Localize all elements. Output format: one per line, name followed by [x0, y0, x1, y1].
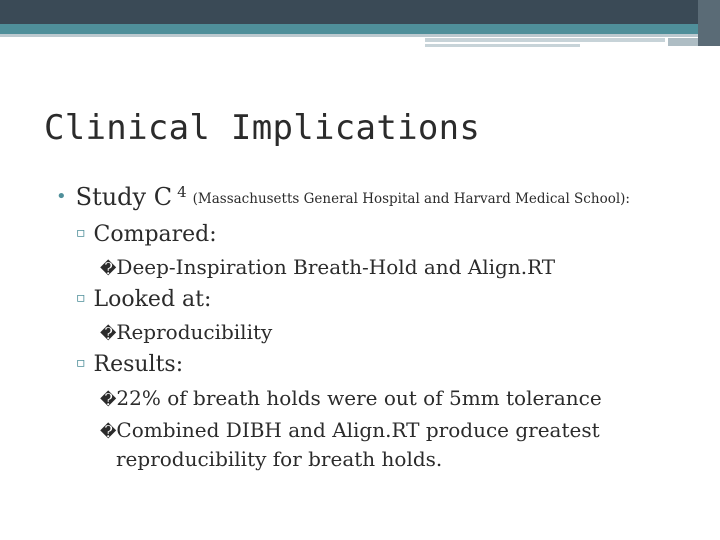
list-item: �Reproducibility: [100, 320, 273, 344]
slide-title: Clinical Implications: [44, 108, 481, 148]
section-heading-compared: ▫ Compared:: [76, 222, 217, 247]
study-superscript: 4: [177, 183, 187, 201]
missing-glyph-icon: �: [100, 390, 117, 409]
section-heading-results: ▫ Results:: [76, 352, 184, 377]
list-item-continuation: reproducibility for breath holds.: [116, 447, 443, 471]
missing-glyph-icon: �: [100, 422, 117, 441]
study-bullet: [56, 183, 630, 211]
square-bullet-icon: ▫: [76, 290, 86, 306]
list-item: �22% of breath holds were out of 5mm tolerance: [100, 386, 602, 410]
list-item: �Deep-Inspiration Breath-Hold and Align.RT: [100, 255, 556, 279]
bullet-icon: •: [56, 186, 67, 207]
missing-glyph-icon: �: [100, 324, 117, 343]
study-institution: (Massachusetts General Hospital and Harvard Medical School):: [192, 191, 630, 207]
section-heading-looked-at: ▫ Looked at:: [76, 287, 212, 312]
square-bullet-icon: ▫: [76, 355, 86, 371]
square-bullet-icon: ▫: [76, 225, 86, 241]
study-label: Study C: [75, 183, 173, 211]
missing-glyph-icon: �: [100, 259, 117, 278]
list-item: �Combined DIBH and Align.RT produce greatest: [100, 418, 600, 442]
